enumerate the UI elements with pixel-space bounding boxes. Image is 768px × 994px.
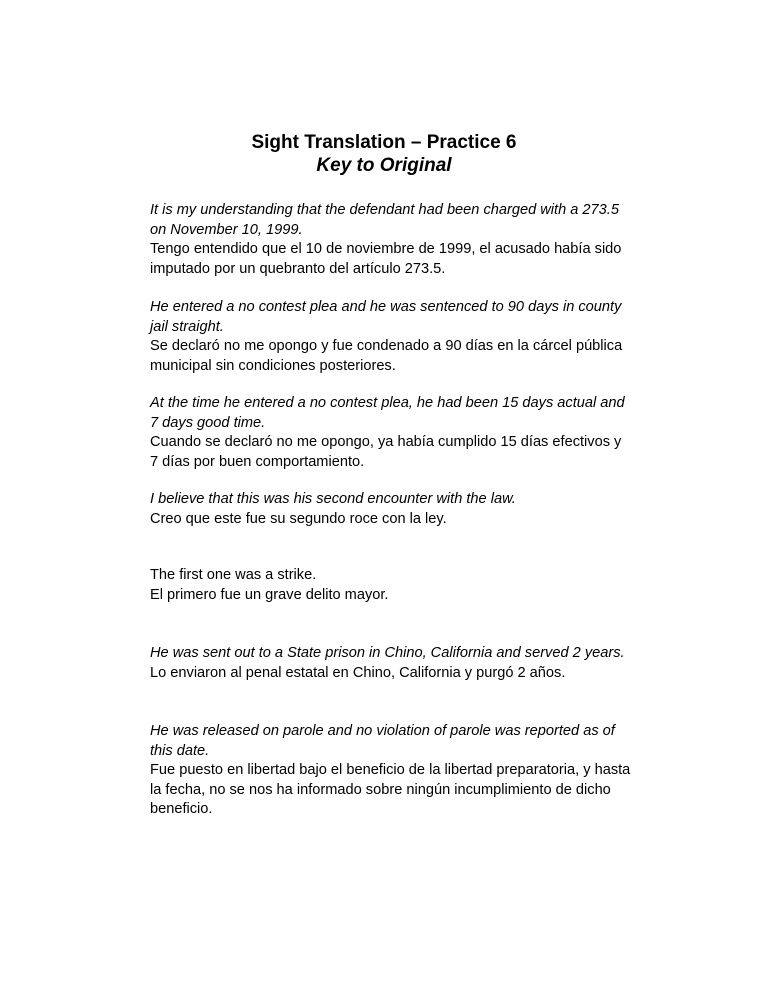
text-line: At the time he entered a no contest plea, he had been 15 days actual and — [150, 395, 625, 411]
text-line: Tengo entendido que el 10 de noviembre de 1999, el acusado había sido — [150, 241, 622, 257]
text-line: It is my understanding that the defendant had been charged with a 273.5 — [150, 202, 619, 218]
text-line: I believe that this was his second encounter with the law. — [150, 491, 516, 507]
english-original — [150, 490, 630, 510]
text-line: beneficio. — [150, 801, 213, 817]
spanish-translation — [150, 433, 630, 472]
paragraph-pair — [150, 644, 630, 683]
text-line: Fue puesto en libertad bajo el beneficio de la libertad preparatoria, y hasta — [150, 762, 631, 778]
spanish-translation — [150, 337, 630, 376]
text-line: jail straight. — [150, 318, 224, 335]
text-line: The first one was a strike. — [150, 567, 317, 583]
text-line: 7 días por buen comportamiento. — [150, 453, 365, 470]
paragraph-pair — [150, 201, 630, 279]
document-subtitle: Key to Original — [316, 155, 452, 176]
text-line: Se declaró no me opongo y fue condenado a 90 días en la cárcel pública — [150, 338, 623, 354]
spanish-translation — [150, 664, 630, 684]
text-line: la fecha, no se nos ha informado sobre ningún incumplimiento de dicho — [150, 781, 611, 798]
text-line: 7 days good time. — [150, 414, 266, 431]
spanish-translation — [150, 510, 630, 530]
paragraph-pair — [150, 394, 630, 472]
text-line: El primero fue un grave delito mayor. — [150, 586, 389, 603]
text-line: He was sent out to a State prison in Chino, California and served 2 years. — [150, 645, 625, 661]
spanish-translation — [150, 586, 630, 606]
english-original — [150, 566, 630, 586]
text-line: He entered a no contest plea and he was sentenced to 90 days in county — [150, 299, 622, 315]
text-line: municipal sin condiciones posteriores. — [150, 357, 396, 374]
english-original — [150, 394, 630, 433]
text-line: imputado por un quebranto del artículo 273.5. — [150, 260, 446, 277]
text-line: this date. — [150, 742, 210, 759]
english-original — [150, 298, 630, 337]
english-original — [150, 201, 630, 240]
spanish-translation — [150, 240, 630, 279]
english-original — [150, 644, 630, 664]
text-line: He was released on parole and no violation of parole was reported as of — [150, 723, 615, 739]
text-line: Cuando se declaró no me opongo, ya había cumplido 15 días efectivos y — [150, 434, 622, 450]
text-line: on November 10, 1999. — [150, 221, 303, 238]
paragraph-pair — [150, 490, 630, 529]
paragraph-pair — [150, 566, 630, 605]
paragraph-pair — [150, 722, 630, 820]
paragraph-pair — [150, 298, 630, 376]
document-title: Sight Translation – Practice 6 — [251, 132, 517, 153]
text-line: Lo enviaron al penal estatal en Chino, California y purgó 2 años. — [150, 664, 566, 681]
english-original — [150, 722, 630, 761]
text-line: Creo que este fue su segundo roce con la ley. — [150, 510, 447, 527]
spanish-translation — [150, 761, 630, 820]
